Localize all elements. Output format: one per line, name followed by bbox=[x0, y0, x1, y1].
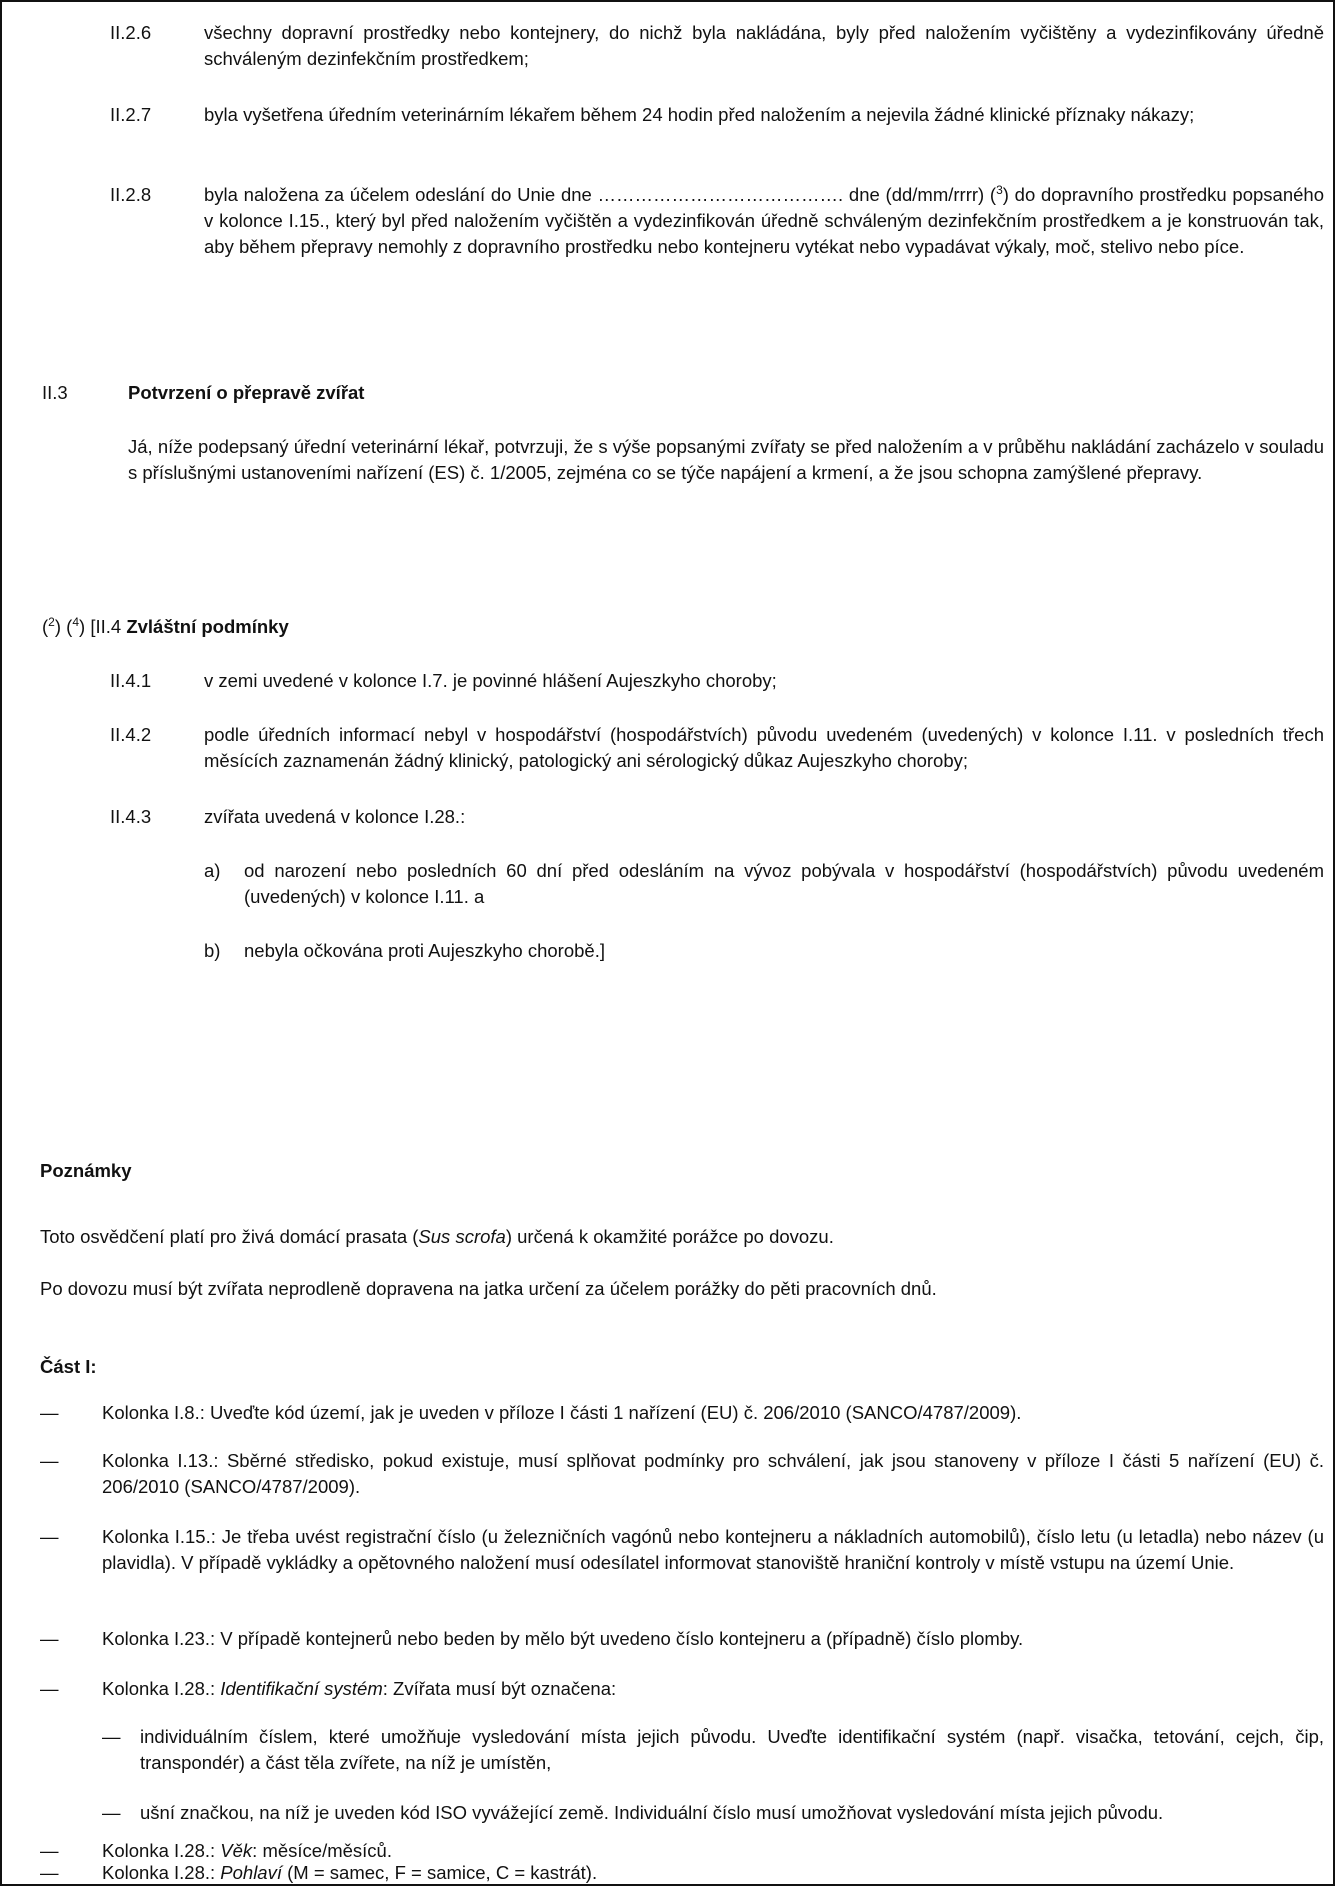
note-subitem: ušní značkou, na níž je uveden kód ISO vyvážející země. Individuální číslo musí umožňovat vysledování místa jejich původu. bbox=[140, 1802, 1164, 1823]
sub-item-letter: a) bbox=[204, 860, 221, 881]
item-text: byla vyšetřena úředním veterinárním lékařem během 24 hodin před naložením a nejevila žádné klinické příznaky nákazy; bbox=[204, 104, 1195, 125]
note-item: Kolonka I.23.: V případě kontejnerů nebo beden by mělo být uvedeno číslo kontejneru a (případně) číslo plomby. bbox=[102, 1628, 1024, 1649]
item-number: II.4.3 bbox=[110, 806, 152, 827]
note-item: Kolonka I.28.: Věk: měsíce/měsíců. bbox=[102, 1840, 392, 1861]
dash-bullet: — bbox=[40, 1862, 59, 1883]
item-number: II.4.2 bbox=[110, 724, 152, 745]
note-subitem: individuálním číslem, které umožňuje vysledování místa jejich původu. Uveďte identifikační systém (např. visačka, tetování, cejch, čip, transpondér) a část těla zvířete, na níž je umístěn, bbox=[140, 1726, 1324, 1773]
item-text: podle úředních informací nebyl v hospodářství (hospodářstvích) původu uvedeném (uvedených) v kolonce I.11. v posledních třech měsících zaznamenán žádný klinický, patologický ani sérologický důkaz Aujeszkyho choroby; bbox=[204, 724, 1324, 771]
note-item: Kolonka I.28.: Identifikační systém: Zvířata musí být označena: bbox=[102, 1678, 617, 1699]
dash-bullet: — bbox=[40, 1450, 59, 1471]
section-heading: ($^2$) ($^4$) [II.4 Zvláštní podmínky bbox=[42, 614, 289, 637]
sub-item-text: od narození nebo posledních 60 dní před odesláním na vývoz pobývala v hospodářství (hospodářstvích) původu uvedeném (uvedených) v kolonce I.11. a bbox=[244, 860, 1324, 907]
note-item: Kolonka I.8.: Uveďte kód území, jak je uveden v příloze I části 1 nařízení (EU) č. 206/2010 (SANCO/4787/2009). bbox=[102, 1402, 1022, 1423]
note-item: Kolonka I.15.: Je třeba uvést registrační číslo (u železničních vagónů nebo kontejneru a nákladních automobilů), číslo letu (u letadla) nebo název (u plavidla). V případě vykládky a opětovného naložení musí odesílatel informovat stanoviště hraniční kontroly v místě vstupu na území Unie. bbox=[102, 1526, 1324, 1573]
notes-paragraph: Po dovozu musí být zvířata neprodleně dopravena na jatka určení za účelem porážky do pěti pracovních dnů. bbox=[40, 1278, 937, 1299]
item-text: všechny dopravní prostředky nebo kontejnery, do nichž byla nakládána, byly před naložením vyčištěny a vydezinfikovány úředně schváleným dezinfekčním prostředkem; bbox=[204, 22, 1324, 69]
section-title: Potvrzení o přepravě zvířat bbox=[128, 382, 365, 403]
dash-bullet: — bbox=[40, 1526, 59, 1547]
sub-item-text: nebyla očkována proti Aujeszkyho chorobě.] bbox=[244, 940, 605, 961]
dash-bullet: — bbox=[40, 1628, 59, 1649]
sub-item-letter: b) bbox=[204, 940, 221, 961]
section-title: Zvláštní podmínky bbox=[126, 616, 289, 637]
item-number: II.2.7 bbox=[110, 104, 152, 125]
dash-bullet: — bbox=[40, 1402, 59, 1423]
dash-bullet: — bbox=[102, 1802, 121, 1823]
item-number: II.4.1 bbox=[110, 670, 152, 691]
item-text: v zemi uvedené v kolonce I.7. je povinné hlášení Aujeszkyho choroby; bbox=[204, 670, 777, 691]
section-number: II.3 bbox=[42, 382, 68, 403]
section-text: Já, níže podepsaný úřední veterinární lékař, potvrzuji, že s výše popsanými zvířaty se před naložením a v průběhu nakládání zacházelo v souladu s příslušnými ustanoveními nařízení (ES) č. 1/2005, zejména co se týče napájení a krmení, a že jsou schopna zamýšlené přepravy. bbox=[128, 436, 1324, 483]
item-number: II.2.8 bbox=[110, 184, 152, 205]
part-title: Část I: bbox=[40, 1356, 97, 1377]
dash-bullet: — bbox=[102, 1726, 121, 1747]
footnote-ref: 3 bbox=[996, 182, 1003, 197]
notes-title: Poznámky bbox=[40, 1160, 132, 1181]
item-text: byla naložena za účelem odeslání do Unie dne …………………………………. dne (dd/mm/rrrr) ($^3$) do dopravního prostředku popsaného v kolonce I.15., který byl před naložením vyčištěn a vydezinfikován úředně schváleným dezinfekčním prostředkem a je konstruován tak, aby během přepravy nemohly z dopravního prostředku nebo kontejneru vytékat nebo vypadávat výkaly, moč, stelivo nebo píce. bbox=[204, 182, 1324, 257]
notes-paragraph: Toto osvědčení platí pro živá domácí prasata (Sus scrofa) určená k okamžité porážce po dovozu. bbox=[40, 1226, 834, 1247]
note-item: Kolonka I.28.: Pohlaví (M = samec, F = samice, C = kastrát). bbox=[102, 1862, 598, 1883]
item-text: zvířata uvedená v kolonce I.28.: bbox=[204, 806, 466, 827]
note-item: Kolonka I.13.: Sběrné středisko, pokud existuje, musí splňovat podmínky pro schválení, jak jsou stanoveny v příloze I části 5 nařízení (EU) č. 206/2010 (SANCO/4787/2009). bbox=[102, 1450, 1324, 1497]
dash-bullet: — bbox=[40, 1840, 59, 1861]
item-number: II.2.6 bbox=[110, 22, 152, 43]
dash-bullet: — bbox=[40, 1678, 59, 1699]
